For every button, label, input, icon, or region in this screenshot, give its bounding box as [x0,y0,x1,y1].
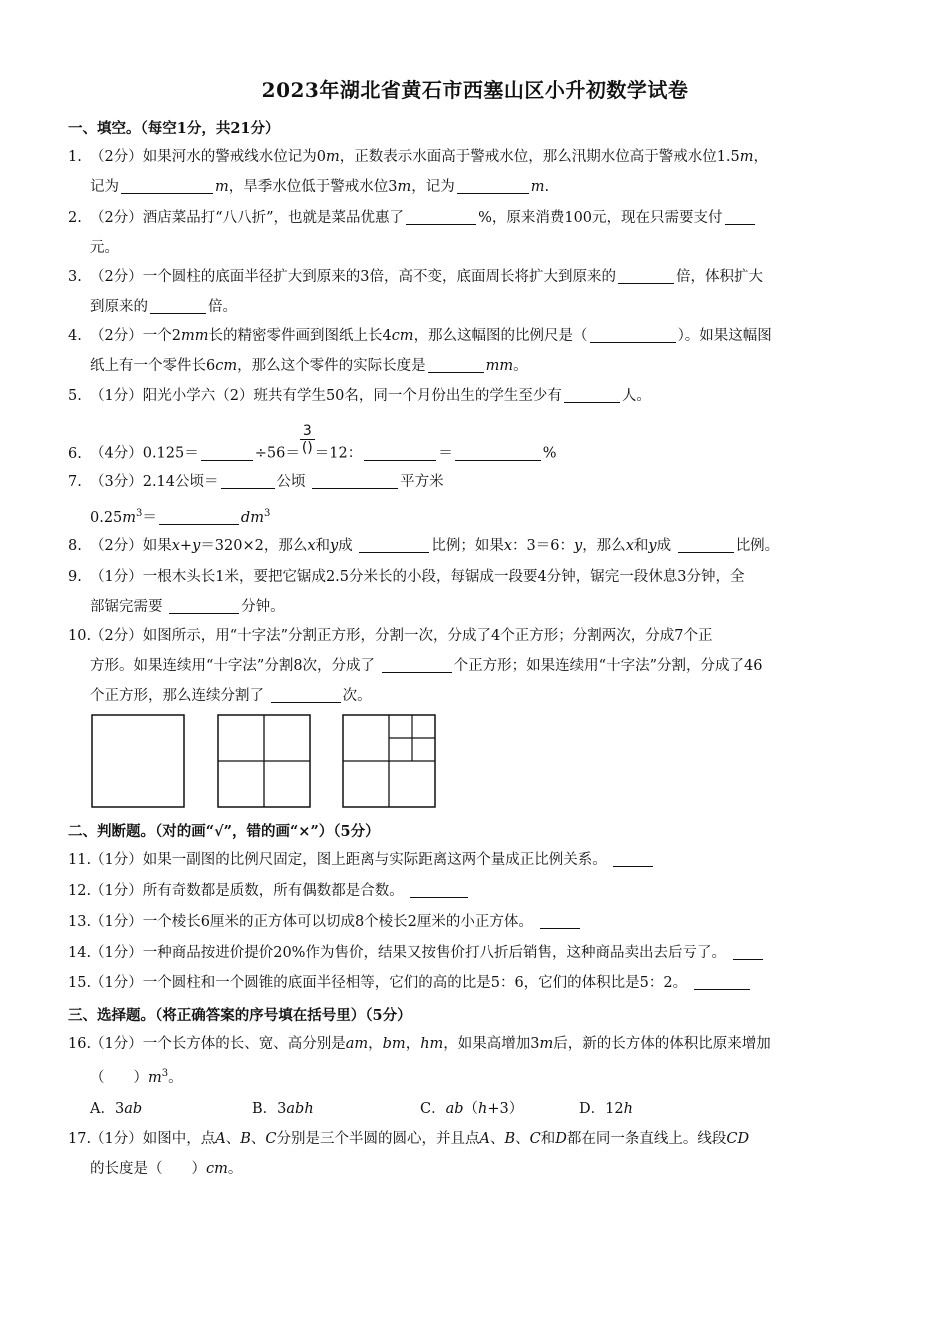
answer-blank[interactable] [201,444,253,461]
question-13: 13.（1分）一个棱长6厘米的正方体可以切成8个棱长2厘米的小正方体。 [68,907,883,937]
answer-blank[interactable] [590,326,676,343]
question-5: 5. （1分）阳光小学六（2）班共有学生50名，同一个月份出生的学生至少有 人。 [68,388,651,404]
fraction: $\frac{3}{()}$ [301,423,313,456]
question-9: 9. （1分）一根木头长1米，要把它锯成2.5分米长的小段，每锯成一段要4分钟，锯完一段休息3分钟，全 部锯完需要 分钟。 [68,569,745,615]
question-3: 3. （2分）一个圆柱的底面半径扩大到原来的3倍，高不变，底面周长将扩大到原来的 倍，体积扩大 到原来的 倍。 [68,269,763,315]
question-1: 1. （2分）如果河水的警戒线水位记为0m，正数表示水面高于警戒水位，那么汛期水位高于警戒水位1.5m， 记为 m，旱季水位低于警戒水位3m，记为 m. [68,149,769,195]
answer-blank[interactable] [540,912,580,929]
answer-blank[interactable] [359,536,429,553]
square-figure-3 [342,714,436,808]
answer-blank[interactable] [159,508,239,525]
answer-blank[interactable] [678,536,734,553]
answer-blank[interactable] [618,267,674,284]
answer-blank[interactable] [694,973,750,990]
option-d[interactable]: D．12h [579,1101,633,1117]
square-figure-2 [217,714,311,808]
answer-blank[interactable] [121,177,213,194]
answer-blank[interactable] [725,208,755,225]
answer-blank[interactable] [613,850,653,867]
answer-blank[interactable] [410,881,468,898]
answer-blank[interactable] [312,472,398,489]
question-4: 4. （2分）一个2mm长的精密零件画到图纸上长4cm，那么这幅图的比例尺是（ ）。如果这幅图 纸上有一个零件长6cm，那么这个零件的实际长度是 mm。 [68,328,772,374]
answer-blank[interactable] [364,444,436,461]
answer-blank[interactable] [733,943,763,960]
option-b[interactable]: B．3abh [252,1101,314,1117]
answer-blank[interactable] [406,208,476,225]
answer-blank[interactable] [428,356,484,373]
section-heading-fill-blank: 一、填空。（每空1分，共21分） [68,120,280,137]
question-7: 7. （3分）2.14公顷＝ 公顷 平方米 [68,474,444,490]
question-10: 10.（2分）如图所示，用“十字法”分割正方形，分割一次，分成了4个正方形；分割两次，分成7个正 方形。如果连续用“十字法”分割8次，分成了 个正方形；如果连续用“十字法”分割，分成了46 个正方形，那么连续分割了 次。 [68,628,763,704]
question-12: 12.（1分）所有奇数都是质数，所有偶数都是合数。 [68,876,883,906]
question-6: 6. （4分）0.125＝ ÷56＝ $\frac{3}{()}$ ＝12： ＝ % [68,423,557,462]
question-14: 14.（1分）一种商品按进价提价20%作为售价，结果又按售价打八折后销售，这种商品卖出去后亏了。 [68,938,883,968]
answer-blank[interactable] [150,297,206,314]
question-11: 11.（1分）如果一副图的比例尺固定，图上距离与实际距离这两个量成正比例关系。 [68,845,883,875]
option-a[interactable]: A．3ab [90,1101,143,1117]
answer-blank[interactable] [455,444,541,461]
answer-blank[interactable] [221,472,275,489]
answer-blank[interactable] [271,686,341,703]
question-2: 2. （2分）酒店菜品打“八八折”，也就是菜品优惠了 %，原来消费100元，现在只需要支付 元。 [68,203,883,263]
square-figure-1 [91,714,185,808]
option-c[interactable]: C．ab（h+3） [420,1101,524,1117]
section-heading-true-false: 二、判断题。（对的画“√”，错的画“×”）（5分） [68,823,380,840]
page-title: 2023年湖北省黄石市西塞山区小升初数学试卷 [261,78,689,102]
answer-blank[interactable] [457,177,529,194]
answer-blank[interactable] [564,386,620,403]
section-heading-multiple-choice: 三、选择题。（将正确答案的序号填在括号里）（5分） [68,1007,412,1024]
question-17: 17.（1分）如图中，点A、B、C分别是三个半圆的圆心，并且点A、B、C和D都在同一条直线上。线段CD 的长度是（ ）cm。 [68,1131,750,1177]
question-7-line-2: $0.25m^3= dm^3$ [90,508,271,526]
question-15: 15.（1分）一个圆柱和一个圆锥的底面半径相等，它们的高的比是5：6，它们的体积比是5：2。 [68,968,883,998]
answer-blank[interactable] [382,656,452,673]
question-8: 8. （2分）如果x+y＝320×2，那么x和y成 比例；如果x：3＝6：y，那么x和y成 比例。 [68,538,780,554]
question-16-options [90,1094,790,1124]
answer-blank[interactable] [169,597,239,614]
question-16: 16.（1分）一个长方体的长、宽、高分别是am，bm，hm，如果高增加3m后，新的长方体的体积比原来增加 （ ）$m^3$。 [68,1036,771,1086]
